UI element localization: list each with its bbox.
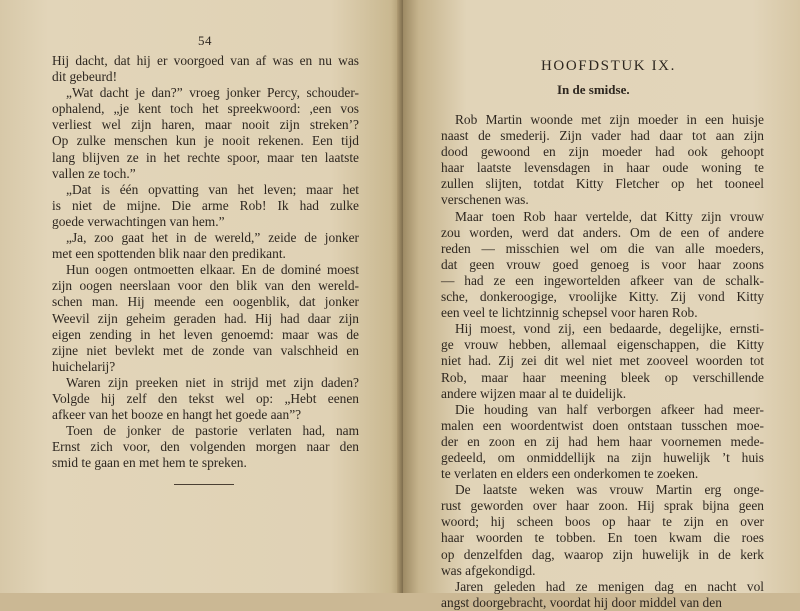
- text-line: zou worden, werd dat anders. Om de een of andere: [441, 224, 764, 240]
- text-line: Op zulke menschen kun je nooit rekenen. Een tijd: [52, 133, 359, 149]
- text-line: is niet de mijne. Die arme Rob! Ik had zulke: [52, 197, 359, 213]
- paragraph: [441, 321, 764, 401]
- text-line: schen man. Hij meende een oogenblik, dat jonker: [52, 294, 359, 310]
- text-line: De laatste weken was vrouw Martin erg onge-: [455, 482, 764, 498]
- text-line: zullen slijten, totdat Kitty Fletcher op het tooneel: [441, 176, 764, 192]
- text-line: malen een woordentwist doen ontstaan tusschen moe-: [441, 417, 764, 433]
- left-page: [0, 0, 403, 593]
- text-line: te verlaten en elders een onderkomen te zoeken.: [441, 466, 699, 482]
- text-line: Ernst zich voor, den volgenden morgen naar den: [52, 439, 359, 455]
- text-line: Toen de jonker de pastorie verlaten had, nam: [66, 423, 359, 439]
- paragraph: [52, 85, 359, 182]
- text-line: dood gewoond en zijn moeder had ook gehoopt: [441, 144, 764, 160]
- text-line: Rob Martin woonde met zijn moeder in een huisje: [455, 112, 764, 127]
- paragraph: [441, 402, 764, 482]
- text-line: reden — misschien wel om die van alle moeders,: [441, 240, 764, 256]
- page-number: 54: [198, 33, 212, 48]
- paragraph: [52, 375, 359, 423]
- text-line: vallen ze toch.”: [52, 165, 136, 181]
- paragraph: [441, 112, 764, 209]
- text-line: Waren zijn preeken niet in strijd met zijn daden?: [66, 374, 359, 390]
- text-line: ge vrouw hebben, allemaal eigenschappen, die Kitty: [441, 337, 764, 353]
- text-line: Jaren geleden had ze menigen dag en nacht vol: [455, 578, 764, 594]
- section-end-rule: [174, 484, 234, 485]
- text-line: Maar toen Rob haar vertelde, dat Kitty zijn vrouw: [455, 208, 764, 224]
- text-line: Hij moest, vond zij, een bedaarde, degelijke, ernsti-: [455, 321, 764, 337]
- text-line: zijne niet bevlekt met de zonde van valschheid en: [52, 342, 359, 358]
- text-line: haar laatste levensdagen in haar oude woning te: [441, 160, 764, 176]
- text-line: woord; hij scheen boos op haar te zijn en over: [441, 514, 764, 530]
- text-line: met een spottenden blik naar den predikant.: [52, 246, 286, 262]
- text-line: — had ze een ingewortelden afkeer van de schalk-: [441, 272, 764, 288]
- text-line: Volgde hij zelf den tekst wel op: „Hebt eenen: [52, 390, 359, 406]
- text-line: sche, donkeroogige, vroolijke Kitty. Zij vond Kitty: [441, 289, 764, 305]
- text-line: goede verwachtingen van hem.”: [52, 213, 225, 229]
- text-line: „Wat dacht je dan?” vroeg jonker Percy, schouder-: [66, 85, 359, 101]
- text-line: een veel te lichtzinnig schepsel voor haren Rob.: [441, 305, 698, 321]
- text-line: angst doorgebracht, voordat hij door middel van den: [441, 594, 722, 610]
- text-line: niet had. Zij zei dit wel niet met zooveel woorden tot: [441, 353, 764, 369]
- text-line: afkeer van het booze en hangt het goede aan”?: [52, 407, 302, 423]
- paragraph: [441, 209, 764, 322]
- text-line: naast de smederij. Zijn vader had daar tot aan zijn: [441, 128, 764, 144]
- text-line: dit gebeurd!: [52, 69, 118, 85]
- text-line: dat geen vrouw goed genoeg is voor haar zoons: [441, 256, 764, 272]
- text-line: Hun oogen ontmoetten elkaar. En de dominé moest: [66, 262, 359, 278]
- text-line: ophalend, „je kent toch het spreekwoord: ,een vos: [52, 101, 359, 117]
- text-line: Rob, maar haar meening bleek op verschillende: [441, 369, 764, 385]
- paragraph: [441, 482, 764, 579]
- text-line: der en zoon en zij had hem haar voornemen mede-: [441, 433, 764, 449]
- left-page-text: [52, 53, 359, 471]
- paragraph: [52, 53, 359, 85]
- text-line: huichelarij?: [52, 358, 116, 374]
- text-line: rust geworden over haar zoon. Hij sprak bijna geen: [441, 498, 764, 514]
- text-line: andere wijzen maar al te duidelijk.: [441, 385, 627, 401]
- text-line: lang blijven ze in het rechte spoor, maar ten laatste: [52, 149, 359, 165]
- text-line: smid te gaan en met hem te spreken.: [52, 455, 247, 471]
- text-line: „Dat is één opvatting van het leven; maar het: [66, 181, 359, 197]
- text-line: op denzelfden dag, waarop zijn huwelijk in de kerk: [441, 546, 764, 562]
- text-line: haar woorden te tobben. En toen kwam die roes: [441, 530, 764, 546]
- paragraph: [441, 579, 764, 611]
- text-line: eigen zending in het leven genoemd: maar was de: [52, 326, 359, 342]
- chapter-subtitle: In de smidse.: [557, 82, 630, 97]
- text-line: gedeeld, om onmiddellijk na zijn huwelijk ’t huis: [441, 449, 764, 465]
- text-line: „Ja, zoo gaat het in de wereld,” zeide de jonker: [66, 230, 359, 246]
- right-page-text: [441, 112, 764, 611]
- chapter-title: HOOFDSTUK IX.: [541, 58, 676, 74]
- paragraph: [52, 230, 359, 262]
- text-line: Die houding van half verborgen afkeer had meer-: [455, 401, 764, 417]
- paragraph: [52, 182, 359, 230]
- text-line: was afgekondigd.: [441, 562, 536, 578]
- text-line: verliest wel zijn haren, maar nooit zijn streken’?: [52, 117, 359, 133]
- text-line: Weevil zijn geheim geraden had. Hij had daar zijn: [52, 310, 359, 326]
- paragraph: [52, 423, 359, 471]
- text-line: zijn oogen neerslaan voor den blik van den wereld-: [52, 278, 359, 294]
- text-line: verschenen was.: [441, 192, 529, 208]
- text-line: Hij dacht, dat hij er voorgoed van af was en nu was: [52, 53, 359, 68]
- paragraph: [52, 262, 359, 375]
- right-page: [403, 0, 800, 610]
